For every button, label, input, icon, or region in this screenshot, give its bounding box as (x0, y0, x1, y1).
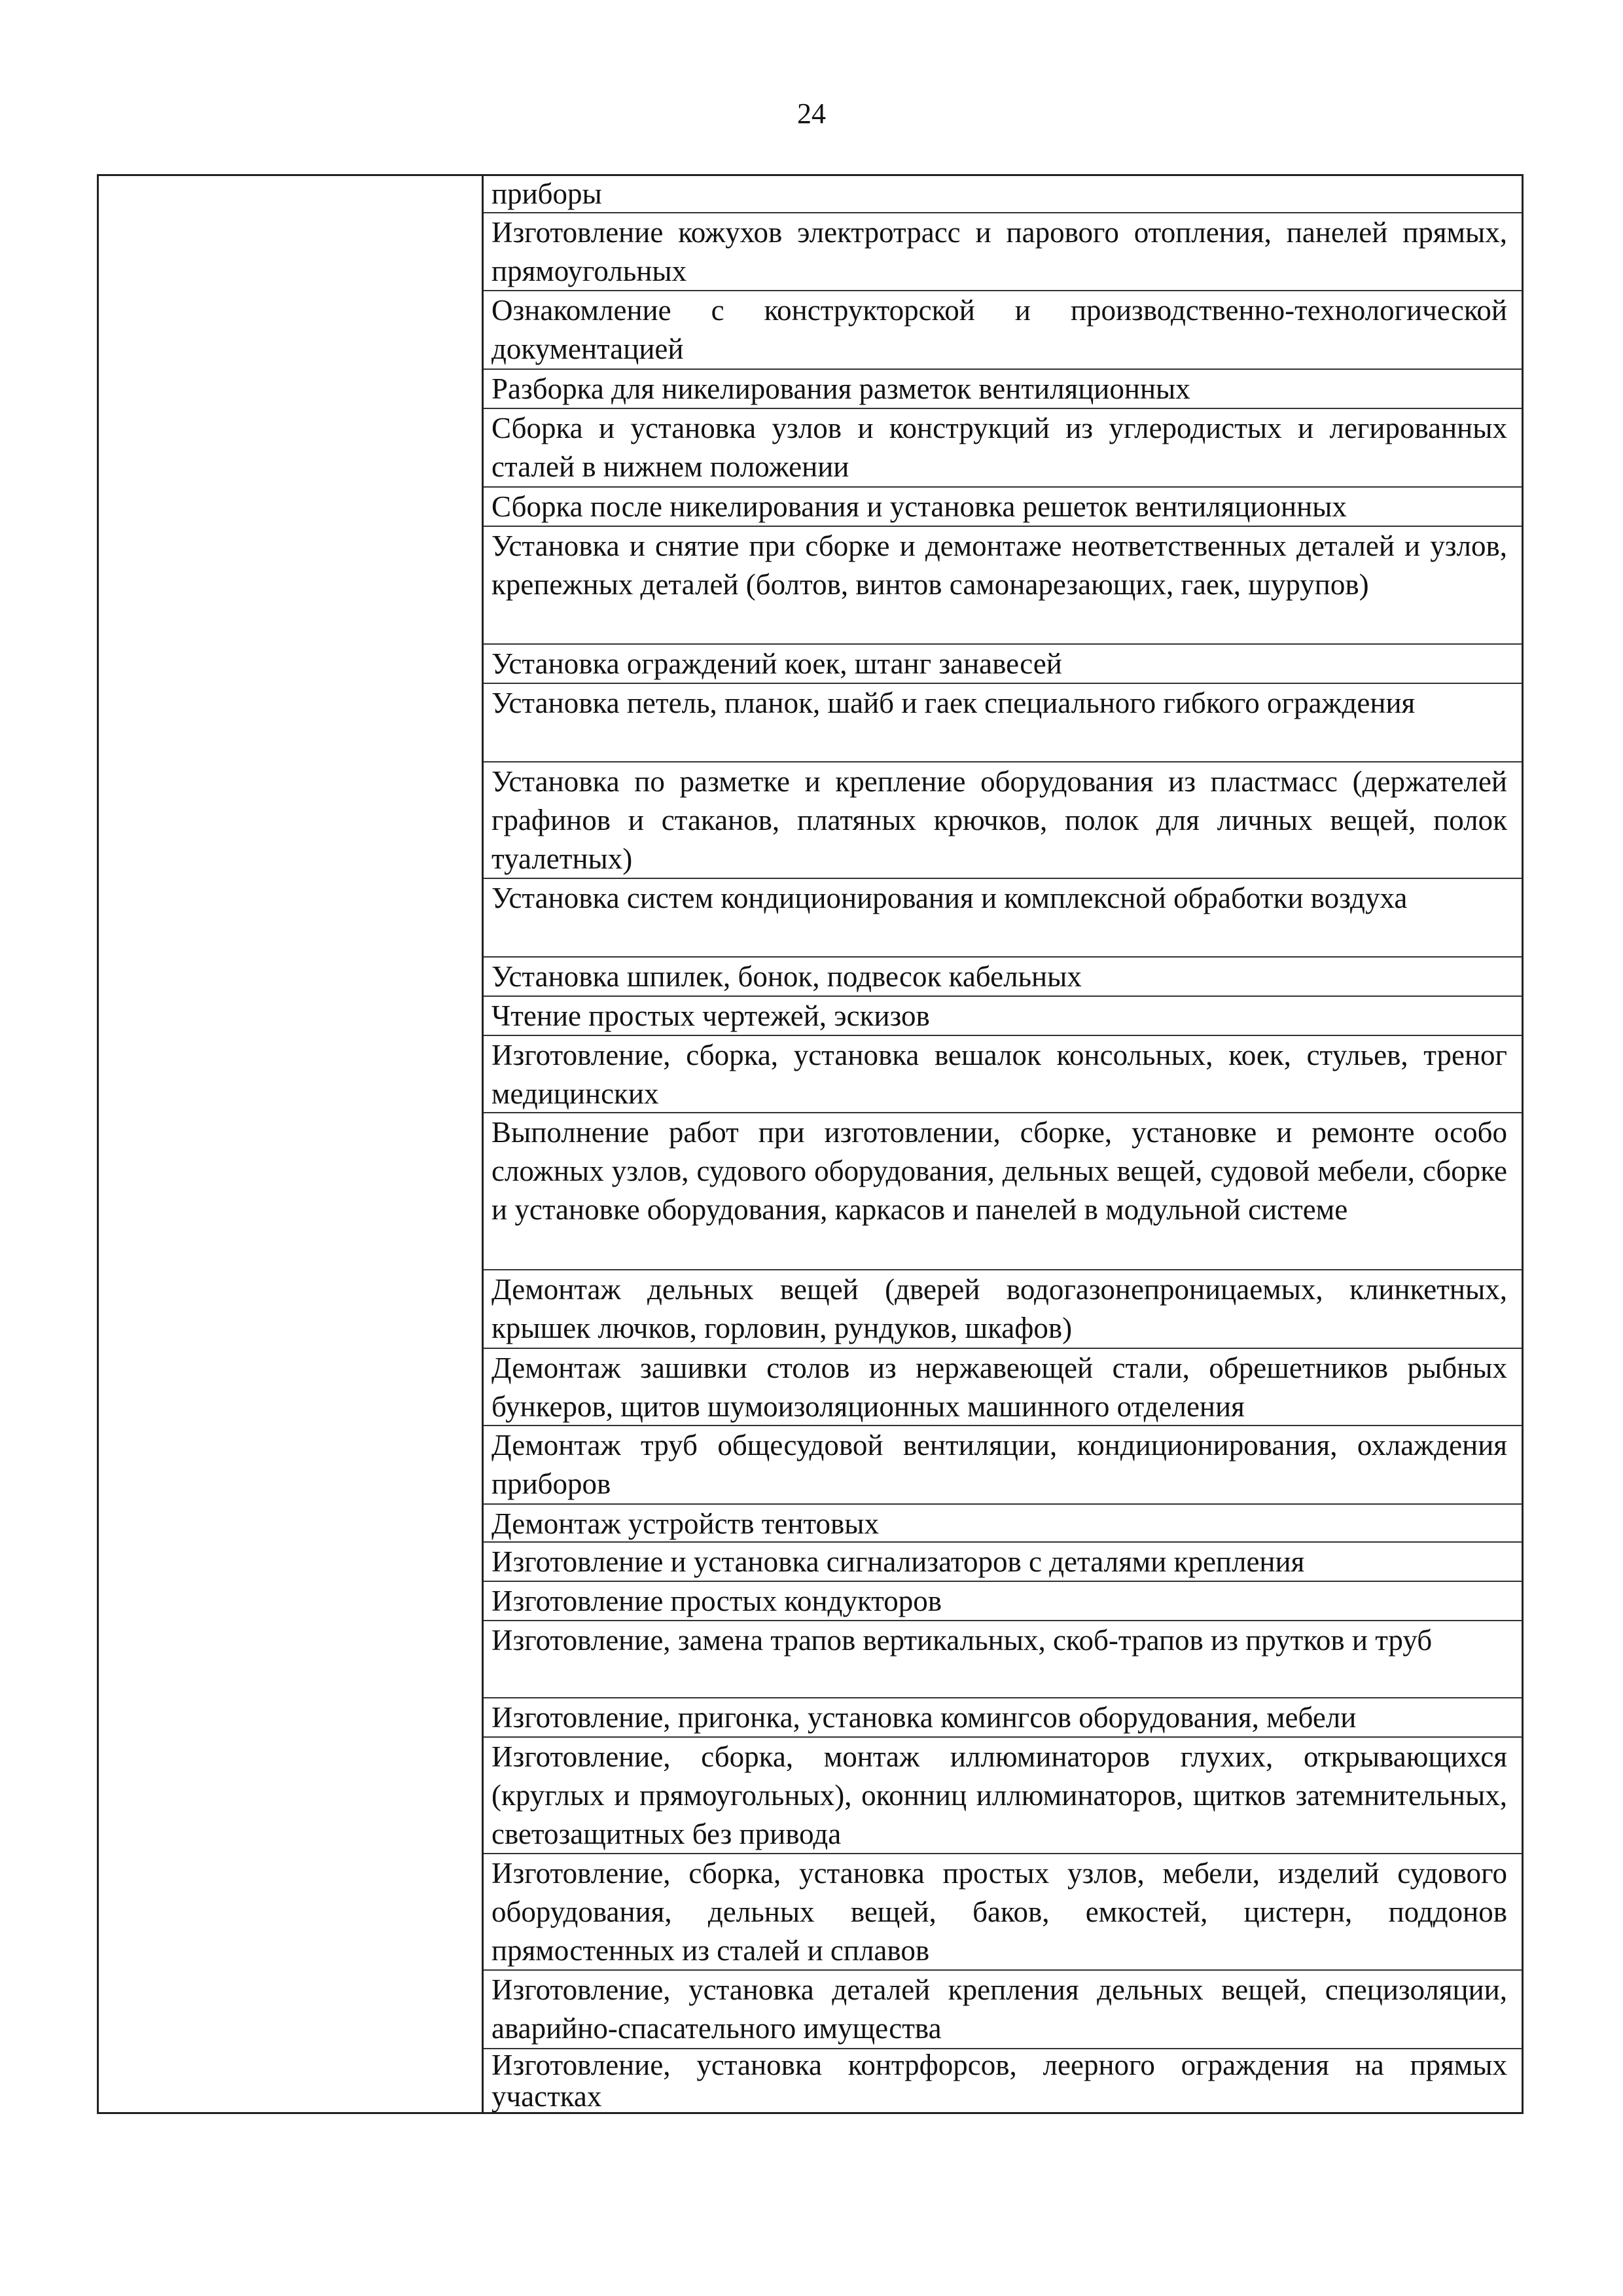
table-row: Чтение простых чертежей, эскизов (484, 997, 1522, 1036)
table-row: Демонтаж дельных вещей (дверей водогазонепроницаемых, клинкетных, крышек лючков, горловин, рундуков, шкафов) (484, 1270, 1522, 1349)
table-row: Установка шпилек, бонок, подвесок кабельных (484, 958, 1522, 997)
table-row: Ознакомление с конструкторской и производственно-технологической документацией (484, 291, 1522, 370)
table-row: Демонтаж устройств тентовых (484, 1505, 1522, 1543)
work-table (97, 174, 1524, 2114)
table-row: Изготовление, сборка, монтаж иллюминаторов глухих, открывающихся (круглых и прямоугольных), оконниц иллюминаторов, щитков затемнительных, светозащитных без привода (484, 1738, 1522, 1854)
empty-left-column (99, 176, 484, 2112)
page-number: 24 (797, 98, 826, 130)
table-row: Изготовление кожухов электротрасс и парового отопления, панелей прямых, прямоугольных (484, 213, 1522, 291)
table-row: Изготовление, пригонка, установка комингсов оборудования, мебели (484, 1698, 1522, 1738)
table-row: Установка по разметке и крепление оборудования из пластмасс (держателей графинов и стаканов, платяных крючков, полок для личных вещей, полок туалетных) (484, 762, 1522, 879)
table-row: Установка систем кондиционирования и комплексной обработки воздуха (484, 879, 1522, 958)
table-row: Изготовление и установка сигнализаторов с деталями крепления (484, 1543, 1522, 1582)
table-row: Сборка и установка узлов и конструкций из углеродистых и легированных сталей в нижнем положении (484, 409, 1522, 488)
table-row: Изготовление, сборка, установка вешалок консольных, коек, стульев, треног медицинских (484, 1036, 1522, 1113)
table-row: Установка петель, планок, шайб и гаек специального гибкого ограждения (484, 684, 1522, 762)
table-row: приборы (484, 176, 1522, 213)
table-row: Установка ограждений коек, штанг занавесей (484, 645, 1522, 684)
table-row: Изготовление, сборка, установка простых узлов, мебели, изделий судового оборудования, дельных вещей, баков, емкостей, цистерн, поддонов прямостенных из сталей и сплавов (484, 1854, 1522, 1971)
table-row: Изготовление, замена трапов вертикальных, скоб-трапов из прутков и труб (484, 1621, 1522, 1698)
table-row: Установка и снятие при сборке и демонтаже неответственных деталей и узлов, крепежных деталей (болтов, винтов самонарезающих, гаек, шурупов) (484, 527, 1522, 645)
work-list-column (484, 176, 1522, 2112)
table-row: Сборка после никелирования и установка решеток вентиляционных (484, 488, 1522, 527)
table-row: Демонтаж зашивки столов из нержавеющей стали, обрешетников рыбных бункеров, щитов шумоизоляционных машинного отделения (484, 1349, 1522, 1426)
table-row: Изготовление, установка контрфорсов, леерного ограждения на прямых участках (491, 2049, 1507, 2112)
table-row: Изготовление, установка деталей крепления дельных вещей, специзоляции, аварийно-спасательного имущества (484, 1971, 1522, 2049)
table-row: Изготовление простых кондукторов (484, 1582, 1522, 1621)
table-row: Выполнение работ при изготовлении, сборке, установке и ремонте особо сложных узлов, судового оборудования, дельных вещей, судовой мебели, сборке и установке оборудования, каркасов и панелей в модульной системе (484, 1113, 1522, 1270)
table-row: Разборка для никелирования разметок вентиляционных (484, 370, 1522, 409)
table-row: Демонтаж труб общесудовой вентиляции, кондиционирования, охлаждения приборов (484, 1426, 1522, 1505)
